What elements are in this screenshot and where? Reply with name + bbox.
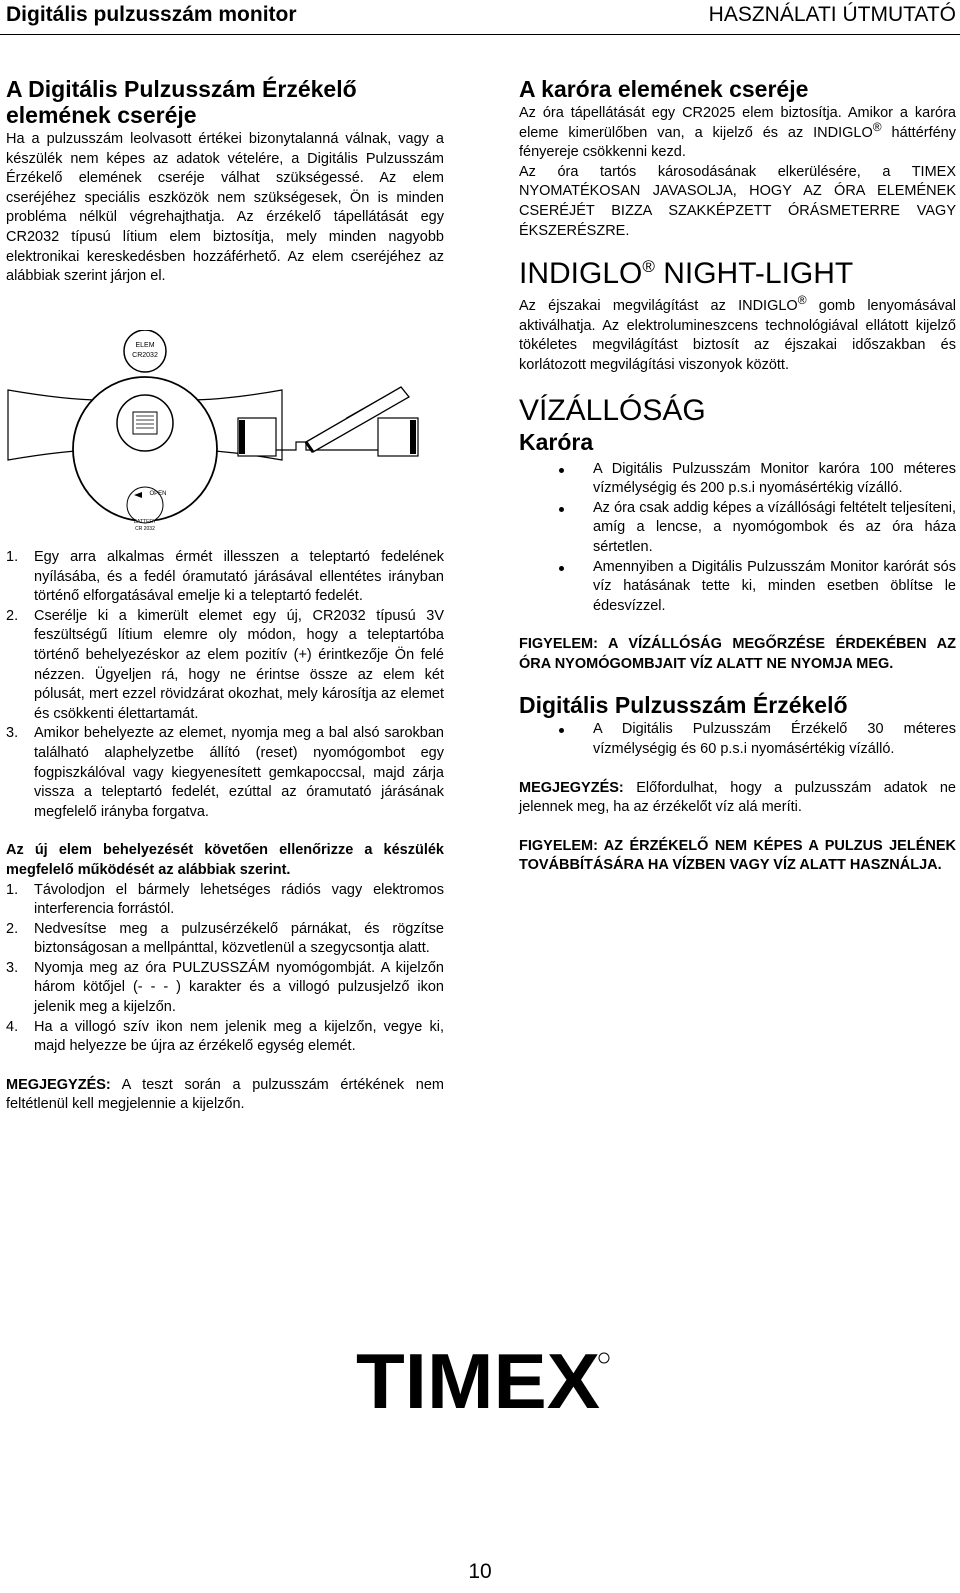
sensor-battery-title-line1: A Digitális Pulzusszám Érzékelő <box>6 76 357 102</box>
timex-logo <box>356 1346 610 1416</box>
list-item: 1. Egy arra alkalmas érmét illesszen a teleptartó fedelének nyílásába, és a fedél óramutató járásával ellentétes irányban történő elforgatásával emelje ki a teleptartó fedelét. <box>6 549 444 605</box>
list-item: 2. Cserélje ki a kimerült elemet egy új, CR2032 típusú 3V feszültségű lítium elemre oly módon, hogy a teleptartóba történő behelyezéskor az elem pozitív (+) érintkezője Ön felé nézzen. Ügyeljen rá, hogy ne érintse össze az elem két pólusát, mert ezzel rövidzárat okozhat, mely károsítja az elemet és csökkenti élettartamát. <box>6 607 444 722</box>
list-item: 3. Nyomja meg az óra PULZUSSZÁM nyomógombját. A kijelzőn három kötőjel (- - - ) karakter és a villogó pulzusjelző ikon jelenik meg a kijelzőn. <box>6 959 444 1016</box>
list-item: 1. Távolodjon el bármely lehetséges rádiós vagy elektromos interferencia forrástól. <box>6 881 444 918</box>
water-resistance-watch-subtitle: Karóra <box>519 428 594 455</box>
sensor-battery-intro: Ha a pulzusszám leolvasott értékei bizonytalanná válnak, vagy a készülék nem képes az adatok vételére, a Digitális Pulzusszám Érzékelő elemének cseréje válhat szükségessé. Az elem cseréjéhez speciális eszközök nem szükségesek, Ön is minden probléma nélkül végrehajthatja. Az érzékelő tápellátását egy CR2032 típusú lítium elem biztosítja, mely minden nagyobb elektronikai kereskedésben hozzáférhető. Az elem cseréjéhez az alábbiak szerint járjon el. <box>6 131 444 285</box>
coin-model-label: CR2032 <box>132 352 158 359</box>
list-item: 3. Amikor behelyezte az elemet, nyomja meg a bal alsó sarokban található alaphelyzetbe állító (reset) nyomógombot egy fogpiszkálóval vagy kiegyenesített gemkapoccsal, majd zárja vissza a teleptartó fedelét, ezúttal az óramutató járásának megfelelő irányba forgatva. <box>6 725 444 820</box>
note-label: MEGJEGYZÉS: <box>6 1076 111 1093</box>
registered-mark: ® <box>642 257 655 277</box>
list-item: 2. Nedvesítse meg a pulzusérzékelő párnákat, és rögzítse biztonságosan a mellpánttal, közvetlenül a szegycsontja alatt. <box>6 920 444 957</box>
water-warning: FIGYELEM: A VÍZÁLLÓSÁG MEGŐRZÉSE ÉRDEKÉBEN AZ ÓRA NYOMÓGOMBJAIT VÍZ ALATT NE NYOMJA MEG. <box>519 636 956 672</box>
registered-mark: ® <box>797 293 807 308</box>
note-text: A teszt során a pulzusszám értékének nem feltétlenül kell megjelennie a kijelzőn. <box>6 1076 444 1113</box>
list-item: Az óra csak addig képes a vízállósági feltételt teljesíteni, amíg a lencse, a nyomógombok és az óra háza sértetlen. <box>519 499 956 558</box>
logo-text: TIMEX <box>356 1346 600 1416</box>
sensor-battery-title-line2: elemének cseréje <box>6 102 197 128</box>
indiglo-paragraph: Az éjszakai megvilágítást az INDIGLO® gomb lenyomásával aktiválhatja. Az elektrolumineszcens technológiával ellátott kijelző tökéletes megvilágítást biztosít az éjszakai időszakban és korlátozott megvilágítási viszonyok között. <box>519 293 956 373</box>
list-item: 4. Ha a villogó szív ikon nem jelenik meg a kijelzőn, vegye ki, majd helyezze be újra az érzékelő egység elemét. <box>6 1018 444 1055</box>
registered-mark: ® <box>872 119 882 134</box>
battery-steps-list <box>6 548 444 822</box>
indiglo-title: INDIGLO® NIGHT-LIGHT <box>519 257 854 291</box>
list-item: A Digitális Pulzusszám Érzékelő 30 méteres vízmélységig és 60 p.s.i nyomásértékig vízálló. <box>519 720 956 759</box>
left-note <box>6 1076 444 1115</box>
header-title: Digitális pulzusszám monitor <box>6 3 297 26</box>
left-column-steps <box>6 548 444 1115</box>
coin-elem-label: ELEM <box>135 342 155 349</box>
check-steps-list <box>6 881 444 1057</box>
list-item: Amennyiben a Digitális Pulzusszám Monitor karórát sós víz hatásának tette ki, minden esetben öblítse le édesvízzel. <box>519 558 956 617</box>
water-resistance-title: VÍZÁLLÓSÁG <box>519 393 706 427</box>
sensor-water-list <box>519 720 956 759</box>
right-column <box>519 76 956 876</box>
watch-battery-p2: Az óra tartós károsodásának elkerülésére, a TIMEX NYOMATÉKOSAN JAVASOLJA, HOGY AZ ÓRA ELEMÉNEK CSERÉJÉT BIZZA SZAKKÉPZETT ÓRÁSMETERRE VAGY ÉKSZERÉSZRE. <box>519 163 956 239</box>
water-resistance-list <box>519 460 956 617</box>
open-label: OPEN <box>149 491 167 497</box>
header-divider <box>0 34 960 35</box>
cr2032-coin-icon <box>124 330 166 372</box>
battery-replacement-figure <box>6 330 444 545</box>
note-text: Előfordulhat, hogy a pulzusszám adatok ne jelennek meg, ha az érzékelőt víz alá meríti. <box>519 779 956 816</box>
header-manual-label: HASZNÁLATI ÚTMUTATÓ <box>708 3 956 26</box>
battery-label: BATTERY <box>133 519 157 525</box>
page-number: 10 <box>468 1560 492 1583</box>
sensor-warning: FIGYELEM: AZ ÉRZÉKELŐ NEM KÉPES A PULZUS JELÉNEK TOVÁBBÍTÁSÁRA HA VÍZBEN VAGY VÍZ ALATT HASZNÁLJA. <box>519 837 956 874</box>
check-heading: Az új elem behelyezését követően ellenőrizze a készülék megfelelő működését az alábbiak szerint. <box>6 842 444 878</box>
watch-battery-title: A karóra elemének cseréje <box>519 76 809 102</box>
list-item: A Digitális Pulzusszám Monitor karóra 100 méteres vízmélységig és 200 p.s.i nyomásértékig vízálló. <box>519 460 956 499</box>
note-label: MEGJEGYZÉS: <box>519 779 624 796</box>
battery-model-label: CR 2032 <box>135 526 155 532</box>
right-note <box>519 779 956 818</box>
sensor-water-title: Digitális Pulzusszám Érzékelő <box>519 692 848 719</box>
watch-battery-p1: Az óra tápellátását egy CR2025 elem biztosítja. Amikor a karóra eleme kimerülőben van, a kijelző és az INDIGLO® háttérfény fényereje csökkenni kezd. <box>519 105 956 161</box>
page-header <box>0 0 960 34</box>
left-column <box>6 76 444 287</box>
